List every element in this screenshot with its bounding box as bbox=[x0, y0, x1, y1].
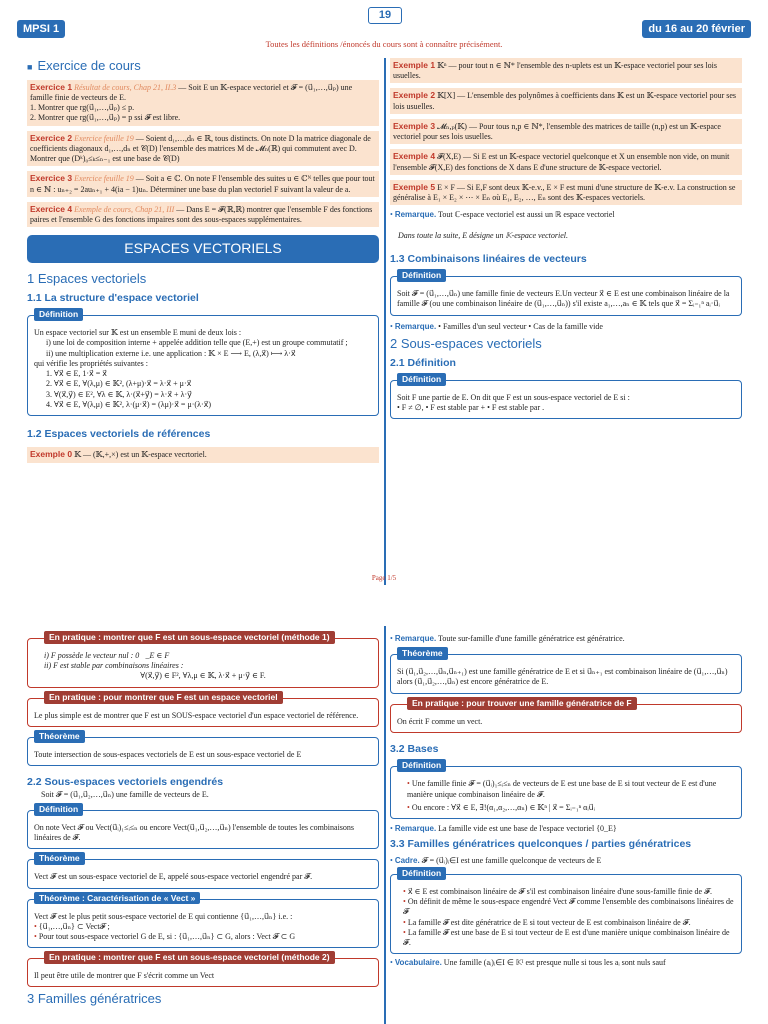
definition-tag: Définition bbox=[34, 803, 83, 816]
right-column-bottom bbox=[390, 634, 742, 969]
example-4-label: Exemple 4 bbox=[393, 151, 436, 162]
section-2-2-title: 2.2 Sous-espaces vectoriels engendrés bbox=[27, 776, 224, 789]
practice-tag-2: En pratique : pour montrer que F est un espace vectoriel bbox=[44, 691, 283, 704]
remark-1: • Remarque. Tout ℂ-espace vectoriel est aussi un ℝ espace vectoriel bbox=[390, 210, 615, 220]
vocabulary-label: Vocabulaire. bbox=[394, 958, 442, 968]
example-5-text: E × F — Si E,F sont deux 𝕂-e.v., E × F est muni d'une structure de 𝕂-e.v. La construction se généralise à E₁ × E₂ × ⋯ × Eₙ où E₁, E₂, …, Eₙ sont des 𝕂-espaces vectoriels. bbox=[393, 182, 736, 203]
practice-box-4 bbox=[390, 697, 742, 733]
example-0-label: Exemple 0 bbox=[30, 449, 73, 460]
definition-box-6 bbox=[390, 867, 742, 954]
remark-label: Remarque. bbox=[394, 634, 437, 643]
example-1-label: Exemple 1 bbox=[393, 60, 436, 70]
def2-text: Soit 𝓕 = (u⃗₁,…,u⃗ₙ) une famille finie de vecteurs E.Un vecteur x⃗ ∈ E est une combinaison linéaire de la famille 𝓕 (ou une combinaison linéaire de (u⃗₁,…,u⃗ₙ)) s'il existe a₁,…,aₙ ∈ 𝕂 tels que x⃗ = Σᵢ₌₁ⁿ aᵢ·u⃗ᵢ bbox=[397, 289, 730, 309]
definition-tag: Définition bbox=[397, 867, 446, 880]
def1-prop-2: 2. ∀x⃗ ∈ E, ∀(λ,μ) ∈ 𝕂², (λ+μ)·x⃗ = λ·x⃗ + μ·x⃗ bbox=[46, 379, 192, 389]
exercise-heading: ■ Exercice de cours bbox=[27, 58, 141, 73]
chapter-banner: ESPACES VECTORIELS bbox=[27, 235, 379, 263]
theorem-box-1 bbox=[27, 730, 379, 766]
example-3 bbox=[390, 119, 742, 144]
remark-label: Remarque. bbox=[394, 321, 437, 331]
exercise-3-text: — Soit a ∈ ℂ. On note F l'ensemble des suites u ∈ ℂᴺ telles que pour tout n ∈ ℕ : uₙ₊₂ = 2auₙ₊₁ + 4(ia − 1)uₙ. Déterminer une base du plan vectoriel F suivant la valeur de a. bbox=[30, 174, 375, 194]
practice-tag-3: En pratique : montrer que F est un sous-espace vectoriel (méthode 2) bbox=[44, 951, 335, 964]
theorem-3-bullet-2: • Pour tout sous-espace vectoriel G de E, si : {u⃗₁,…,u⃗ₙ} ⊂ G, alors : Vect 𝓕 ⊂ G bbox=[34, 932, 296, 942]
def1-ii: ii) une multiplication externe i.e. une application : 𝕂 × E ⟶ E, (λ,x⃗) ⟼ λ·x⃗ bbox=[46, 348, 296, 358]
exercise-2 bbox=[27, 131, 379, 167]
example-0-text: 𝕂 — (𝕂,+,×) est un 𝕂-espace vecrtoriel. bbox=[74, 450, 207, 460]
vocabulary: • Vocabulaire. Une famille (aᵢ)ᵢ∈I ∈ 𝕂ᴵ est presque nulle si tous les aᵢ sont nuls sauf bbox=[390, 958, 666, 968]
example-2-text: 𝕂[X] — L'ensemble des polynômes à coefficients dans 𝕂 est un 𝕂-espace vectoriel pour ses lois usuelles. bbox=[393, 91, 737, 111]
example-1-text: 𝕂ⁿ — pour tout n ∈ ℕ* l'ensemble des n-uplets est un 𝕂-espace vectoriel pour ses lois usuelles. bbox=[393, 61, 717, 81]
exercise-3-label: Exercice 3 bbox=[30, 173, 73, 184]
definition-tag: Définition bbox=[397, 373, 446, 386]
exercise-2-text: — Soient d₁,…,dₙ ∈ ℝ, tous distincts. On note D la matrice diagonale de coefficients diagonaux d₁,…,dₙ et 𝒞(D) l'ensemble des matrices M de 𝓜ₙ(ℝ) qui commutent avec D. Montrer que (Dᵏ)₀≤ₖ≤ₙ₋₁ est une base de 𝒞(D) bbox=[30, 133, 371, 164]
remark-4-text: La famille vide est une base de l'espace vectoriel {0_E} bbox=[438, 824, 617, 834]
page-footer: Page 1/5 bbox=[371, 574, 397, 582]
section-1-2-title: 1.2 Espaces vectoriels de références bbox=[27, 428, 211, 441]
notice: Toutes les définitions /énoncés du cours sont à connaître précisément. bbox=[265, 39, 503, 49]
example-0 bbox=[27, 447, 379, 462]
definition-tag: Définition bbox=[397, 269, 446, 282]
section-3-title: 3 Familles génératrices bbox=[27, 991, 162, 1007]
def1-prop-1: 1. ∀x⃗ ∈ E, 1·x⃗ = x⃗ bbox=[46, 369, 108, 379]
theorem-box-4 bbox=[390, 648, 742, 693]
exercise-1-label: Exercice 1 bbox=[30, 81, 73, 92]
def3-text: Soit F une partie de E. On dit que F est un sous-espace vectoriel de E si : bbox=[397, 393, 630, 403]
theorem-1-text: Toute intersection de sous-espaces vectoriels de E est un sous-espace vectoriel de E bbox=[34, 749, 302, 759]
practice-1-ii: ii) F est stable par combinaisons linéaires : bbox=[44, 661, 184, 671]
def1-i: i) une loi de composition interne + appelée addition telle que (E,+) est un groupe commutatif ; bbox=[46, 338, 348, 348]
practice-tag-4: En pratique : pour trouver une famille génératrice de F bbox=[407, 697, 637, 710]
left-column-bottom bbox=[27, 630, 379, 1008]
example-1 bbox=[390, 58, 742, 83]
cadre: • Cadre. 𝓕 = (u⃗ᵢ)ᵢ∈I est une famille quelconque de vecteurs de E bbox=[390, 855, 602, 865]
vocabulary-text: Une famille (aᵢ)ᵢ∈I ∈ 𝕂ᴵ est presque nulle si tous les aᵢ sont nuls sauf bbox=[443, 958, 666, 968]
exercise-3-ref: Exercice feuille 19 bbox=[74, 174, 134, 184]
example-4 bbox=[390, 149, 742, 174]
example-3-text: 𝓜ₙ,ₚ(𝕂) — Pour tous n,p ∈ ℕ*, l'ensemble des matrices de taille (n,p) est un 𝕂-espace vectoriel pour ses lois usuelles. bbox=[393, 121, 721, 142]
cadre-text: 𝓕 = (u⃗ᵢ)ᵢ∈I est une famille quelconque de vecteurs de E bbox=[421, 855, 602, 865]
example-4-text: 𝓕(X,E) — Si E est un 𝕂-espace vectoriel quelconque et X un ensemble non vide, on munit l'ensemble 𝓕(X,E) des fonctions de X dans E d'une structure de 𝕂-espace vectoriel. bbox=[393, 152, 730, 172]
exercise-1 bbox=[27, 80, 379, 126]
remark-3-text: Toute sur-famille d'une famille génératrice est génératrice. bbox=[438, 634, 625, 643]
exercise-4-text: — Dans E = 𝓕(ℝ,ℝ) montrer que l'ensemble F des fonctions paires et l'ensemble G des fonctions impaires sont des sous-espaces supplémentaires. bbox=[30, 204, 373, 224]
remark-1-text: Tout ℂ-espace vectoriel est aussi un ℝ espace vectoriel bbox=[438, 210, 615, 220]
def1-props: qui vérifie les propriétés suivantes : bbox=[34, 358, 148, 368]
column-divider-bottom bbox=[384, 626, 386, 1024]
practice-1-formula: ∀(x⃗,y⃗) ∈ F², ∀λ,μ ∈ 𝕂, λ·x⃗ + μ·y⃗ ∈ F. bbox=[140, 671, 266, 681]
definition-box-1 bbox=[27, 309, 379, 416]
exercise-1-ref: Résultat de cours, Chap 21, II.3 bbox=[74, 82, 177, 92]
example-2 bbox=[390, 88, 742, 113]
exercise-4-ref: Exemple de cours, Chap 21, III bbox=[74, 204, 175, 214]
theorem-3-tag: Théorème : Caractérisation de « Vect » bbox=[34, 892, 200, 905]
section-2-title: 2 Sous-espaces vectoriels bbox=[390, 335, 542, 351]
def1-prop-4: 4. ∀x⃗ ∈ E, ∀(λ,μ) ∈ 𝕂², λ·(μ·x⃗) = (λμ)·x⃗ = μ·(λ·x⃗) bbox=[46, 399, 212, 409]
section-1-1-title: 1.1 La structure d'espace vectoriel bbox=[27, 291, 199, 304]
remark-2-text: • Familles d'un seul vecteur • Cas de la famille vide bbox=[438, 321, 603, 331]
practice-3-text: Il peut être utile de montrer que F s'écrit comme un Vect bbox=[34, 971, 215, 981]
section-3-2-title: 3.2 Bases bbox=[390, 742, 439, 755]
italic-note: Dans toute la suite, E désigne un 𝕂-espace vectoriel. bbox=[398, 230, 568, 240]
def5-bullet-2: • Ou encore : ∀x⃗ ∈ E, ∃!(α₁,α₂,…,αₙ) ∈ 𝕂ⁿ | x⃗ = Σᵢ₌₁ⁿ αᵢu⃗ᵢ bbox=[407, 802, 596, 812]
definition-box-5 bbox=[390, 760, 742, 819]
exercise-1-text: — Soit E un 𝕂-espace vectoriel et 𝓕 = (u⃗₁,…,u⃗ₚ) une famille finie de vecteurs de E. bbox=[30, 82, 353, 102]
cadre-label: Cadre. bbox=[394, 855, 420, 865]
section-2-2-intro: Soit 𝓕 = (u⃗₁,u⃗₂,…,u⃗ₙ) une famille de vecteurs de E. bbox=[41, 789, 209, 799]
theorem-2-text: Vect 𝓕 est un sous-espace vectoriel de E, appelé sous-espace vectoriel engendré par 𝓕. bbox=[34, 872, 313, 882]
theorem-tag: Théorème bbox=[34, 852, 85, 865]
right-column-top bbox=[390, 58, 742, 419]
practice-2-text: Le plus simple est de montrer que F est un SOUS-espace vectoriel d'un espace vectoriel de référence. bbox=[34, 710, 359, 720]
date-range: du 16 au 20 février bbox=[642, 20, 751, 38]
def3-items: • F ≠ ∅, • F est stable par + • F est stable par . bbox=[397, 403, 545, 413]
page-number: 19 bbox=[368, 7, 402, 24]
theorem-3-bullet-1: • {u⃗₁,…,u⃗ₙ} ⊂ Vect𝓕 ; bbox=[34, 921, 110, 931]
definition-box-3 bbox=[390, 374, 742, 419]
practice-1-i: i) F possède le vecteur nul : 0⃗_E ∈ F bbox=[44, 651, 170, 660]
remark-4: • Remarque. La famille vide est une base de l'espace vectoriel {0_E} bbox=[390, 824, 617, 834]
section-3-3-title: 3.3 Familles génératrices quelconques / parties génératrices bbox=[390, 838, 692, 851]
remark-2: • Remarque. • Familles d'un seul vecteur • Cas de la famille vide bbox=[390, 321, 603, 331]
exercise-4-label: Exercice 4 bbox=[30, 203, 73, 214]
theorem-tag: Théorème bbox=[397, 647, 448, 660]
exercise-3 bbox=[27, 171, 379, 196]
definition-box-2 bbox=[390, 270, 742, 315]
def6-bullet-2: • On définit de même le sous-espace engendré Vect 𝓕 comme l'ensemble des combinaisons linéaires de 𝓕 bbox=[403, 897, 734, 917]
def1-intro: Un espace vectoriel sur 𝕂 est un ensemble E muni de deux lois : bbox=[34, 328, 242, 338]
theorem-3-text: Vect 𝓕 est le plus petit sous-espace vectoriel de E qui contienne {u⃗₁,…,u⃗ₙ} i.e. : bbox=[34, 911, 293, 921]
class-label: MPSI 1 bbox=[17, 20, 65, 38]
example-2-label: Exemple 2 bbox=[393, 90, 436, 101]
example-5 bbox=[390, 180, 742, 205]
definition-box-4 bbox=[27, 803, 379, 849]
practice-4-text: On écrit F comme un vect. bbox=[397, 716, 483, 726]
exercise-2-label: Exercice 2 bbox=[30, 132, 73, 143]
theorem-4-text: Si (u⃗₁,u⃗₂,…,u⃗ₙ,u⃗ₙ₊₁) est une famille génératrice de E et si u⃗ₙ₊₁ est combinaison linéaire de (u⃗₁,…,u⃗ₙ) alors (u⃗₁,u⃗₂,…,u⃗ₙ) est encore génératrice de E. bbox=[397, 667, 728, 687]
left-column-top bbox=[27, 58, 379, 468]
remark-label: Remarque. bbox=[394, 210, 437, 220]
example-5-label: Exemple 5 bbox=[393, 181, 436, 192]
def6-bullet-1: • x⃗ ∈ E est combinaison linéaire de 𝓕 s'il est combinaison linéaire d'une sous-famille finie de 𝓕. bbox=[403, 886, 712, 896]
practice-box-3 bbox=[27, 952, 379, 987]
exercise-1-item-1: 1. Montrer que rg(u⃗₁,…,u⃗ₚ) ≤ p. bbox=[30, 103, 135, 113]
section-1-3-title: 1.3 Combinaisons linéaires de vecteurs bbox=[390, 252, 587, 265]
def6-bullet-4: • La famille 𝓕 est une base de E si tout vecteur de E est d'une manière unique combinaison linéaire de 𝓕. bbox=[403, 927, 730, 948]
theorem-box-3 bbox=[27, 892, 379, 949]
exercise-1-item-2: 2. Montrer que rg(u⃗₁,…,u⃗ₚ) = p ssi 𝓕 est libre. bbox=[30, 113, 181, 123]
def4-text: On note Vect 𝓕 ou Vect(u⃗ᵢ)₁≤ᵢ≤ₙ ou encore Vect(u⃗₁,u⃗₂,…,u⃗ₙ) l'ensemble de toutes les combinaisons linéaires de 𝓕. bbox=[34, 822, 355, 843]
practice-box-1 bbox=[27, 632, 379, 688]
exercise-4 bbox=[27, 202, 379, 227]
def6-bullet-3: • La famille 𝓕 est dite génératrice de E si tout vecteur de E est combinaison linéaire de 𝓕. bbox=[403, 917, 691, 927]
def5-bullet-1: • Une famille finie 𝓕 = (u⃗ᵢ)₁≤ᵢ≤ₙ de vecteurs de E est une base de E si tout vecteur de E est d'une manière unique combinaison linéaire de 𝓕. bbox=[407, 779, 717, 799]
remark-label: Remarque. bbox=[394, 824, 437, 834]
theorem-tag: Théorème bbox=[34, 730, 85, 743]
practice-tag-1: En pratique : montrer que F est un sous-espace vectoriel (méthode 1) bbox=[44, 631, 335, 644]
example-3-label: Exemple 3 bbox=[393, 120, 436, 131]
practice-box-2 bbox=[27, 691, 379, 727]
theorem-box-2 bbox=[27, 853, 379, 888]
section-1-title: 1 Espaces vectoriels bbox=[27, 271, 147, 287]
definition-tag: Définition bbox=[397, 759, 446, 772]
remark-3: • Remarque. Toute sur-famille d'une famille génératrice est génératrice. bbox=[390, 634, 625, 643]
definition-tag: Définition bbox=[34, 308, 83, 321]
column-divider-top bbox=[384, 58, 386, 585]
def1-prop-3: 3. ∀(x⃗,y⃗) ∈ E², ∀λ ∈ 𝕂, λ·(x⃗+y⃗) = λ·x⃗ + λ·y⃗ bbox=[46, 389, 192, 399]
exercise-2-ref: Exercice feuille 19 bbox=[74, 133, 134, 143]
section-2-1-title: 2.1 Définition bbox=[390, 356, 456, 369]
